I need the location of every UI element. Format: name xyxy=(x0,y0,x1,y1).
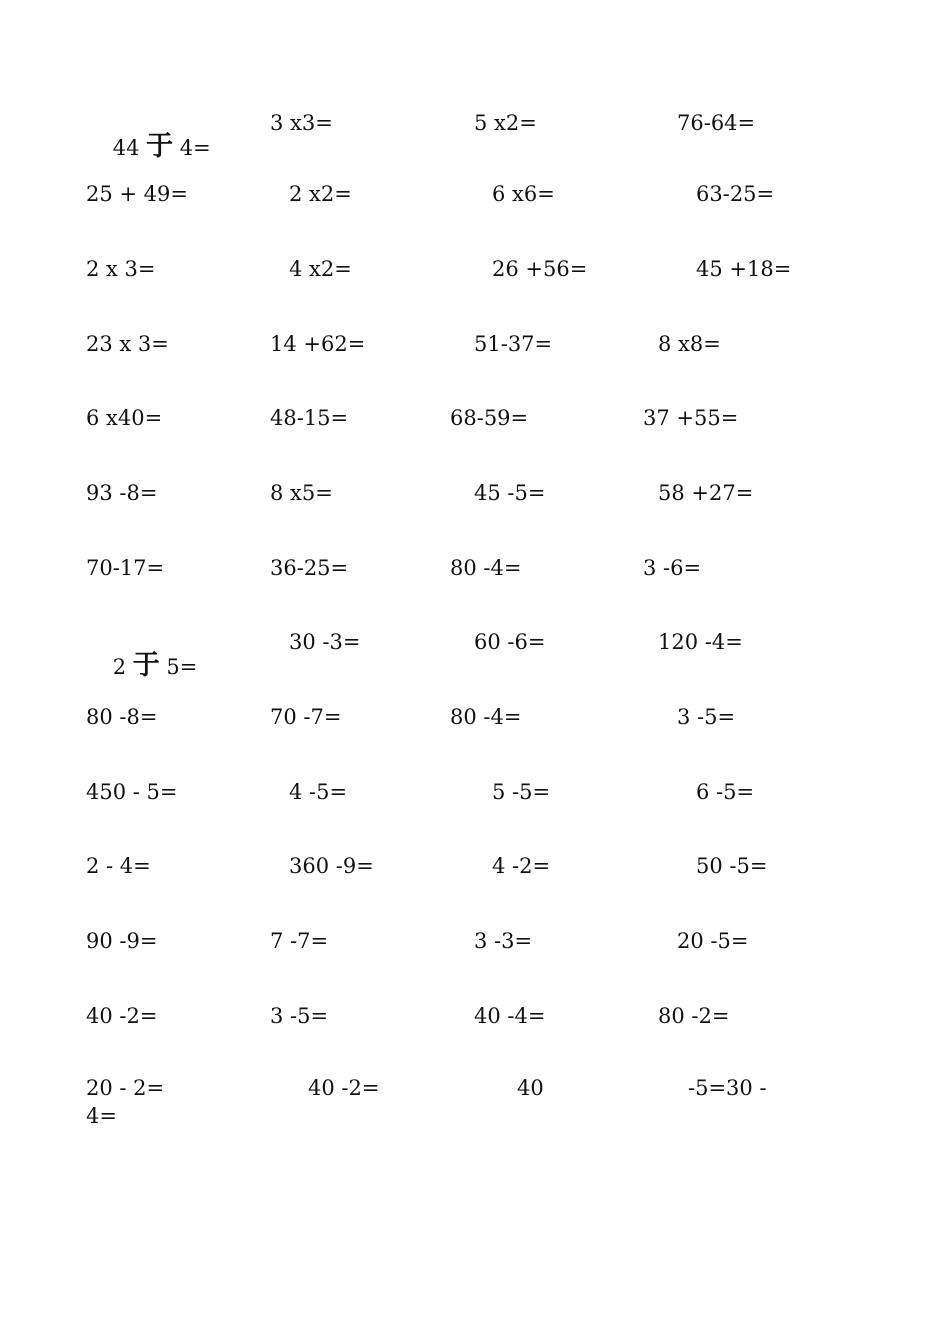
problem-r1-c2: 3 x3= xyxy=(270,111,333,135)
problem-r12-c1: 90 -9= xyxy=(86,929,158,953)
problem-r9-c4: 3 -5= xyxy=(677,705,736,729)
problem-r14-c3: 40 xyxy=(517,1076,544,1100)
problem-r2-c2: 2 x2= xyxy=(289,182,352,206)
problem-r12-c3: 3 -3= xyxy=(474,929,533,953)
problem-r14-c1: 20 - 2= xyxy=(86,1076,165,1100)
problem-r2-c4: 63-25= xyxy=(696,182,775,206)
problem-r6-c3: 45 -5= xyxy=(474,481,546,505)
cjk-glyph: 于 xyxy=(146,131,174,162)
problem-r3-c4: 45 +18= xyxy=(696,257,792,281)
problem-r12-c4: 20 -5= xyxy=(677,929,749,953)
problem-r11-c2: 360 -9= xyxy=(289,854,374,878)
problem-r13-c1: 40 -2= xyxy=(86,1004,158,1028)
problem-r10-c3: 5 -5= xyxy=(492,780,551,804)
problem-r8-c1-text: 2 于 5= xyxy=(112,650,198,681)
problem-r6-c4: 58 +27= xyxy=(658,481,754,505)
problem-r5-c3: 68-59= xyxy=(450,406,529,430)
problem-r13-c4: 80 -2= xyxy=(658,1004,730,1028)
problem-r11-c3: 4 -2= xyxy=(492,854,551,878)
problem-r14-c4: -5=30 - xyxy=(688,1076,767,1100)
problem-r9-c3: 80 -4= xyxy=(450,705,522,729)
problem-r4-c4: 8 x8= xyxy=(658,332,721,356)
problem-r7-c3: 80 -4= xyxy=(450,556,522,580)
problem-r8-c1 xyxy=(86,630,197,703)
problem-r5-c4: 37 +55= xyxy=(643,406,739,430)
problem-tail: 4= xyxy=(86,1104,117,1128)
problem-r6-c1: 93 -8= xyxy=(86,481,158,505)
problem-r2-c1: 25 + 49= xyxy=(86,182,188,206)
problem-r12-c2: 7 -7= xyxy=(270,929,329,953)
problem-r4-c2: 14 +62= xyxy=(270,332,366,356)
problem-r8-c2: 30 -3= xyxy=(289,630,361,654)
problem-r13-c3: 40 -4= xyxy=(474,1004,546,1028)
problem-r3-c3: 26 +56= xyxy=(492,257,588,281)
problem-r9-c2: 70 -7= xyxy=(270,705,342,729)
problem-r7-c2: 36-25= xyxy=(270,556,349,580)
problem-r8-c3: 60 -6= xyxy=(474,630,546,654)
problem-r1-c4: 76-64= xyxy=(677,111,756,135)
problem-r6-c2: 8 x5= xyxy=(270,481,333,505)
problem-r2-c3: 6 x6= xyxy=(492,182,555,206)
problem-r8-c4: 120 -4= xyxy=(658,630,743,654)
problem-r11-c4: 50 -5= xyxy=(696,854,768,878)
problem-r5-c1: 6 x40= xyxy=(86,406,163,430)
problem-r7-c4: 3 -6= xyxy=(643,556,702,580)
problem-r1-c3: 5 x2= xyxy=(474,111,537,135)
problem-r4-c1: 23 x 3= xyxy=(86,332,169,356)
problem-r5-c2: 48-15= xyxy=(270,406,349,430)
problem-r14-c2: 40 -2= xyxy=(308,1076,380,1100)
problem-r1-c1 xyxy=(86,111,211,184)
problem-r3-c1: 2 x 3= xyxy=(86,257,156,281)
problem-r11-c1: 2 - 4= xyxy=(86,854,151,878)
problem-r3-c2: 4 x2= xyxy=(289,257,352,281)
problem-r1-c1-text: 44 于 4= xyxy=(112,131,211,162)
problem-r10-c1: 450 - 5= xyxy=(86,780,178,804)
problem-r13-c2: 3 -5= xyxy=(270,1004,329,1028)
problem-r9-c1: 80 -8= xyxy=(86,705,158,729)
problem-r10-c2: 4 -5= xyxy=(289,780,348,804)
problem-r4-c3: 51-37= xyxy=(474,332,553,356)
cjk-glyph: 于 xyxy=(132,650,160,681)
problem-r7-c1: 70-17= xyxy=(86,556,165,580)
problem-r10-c4: 6 -5= xyxy=(696,780,755,804)
